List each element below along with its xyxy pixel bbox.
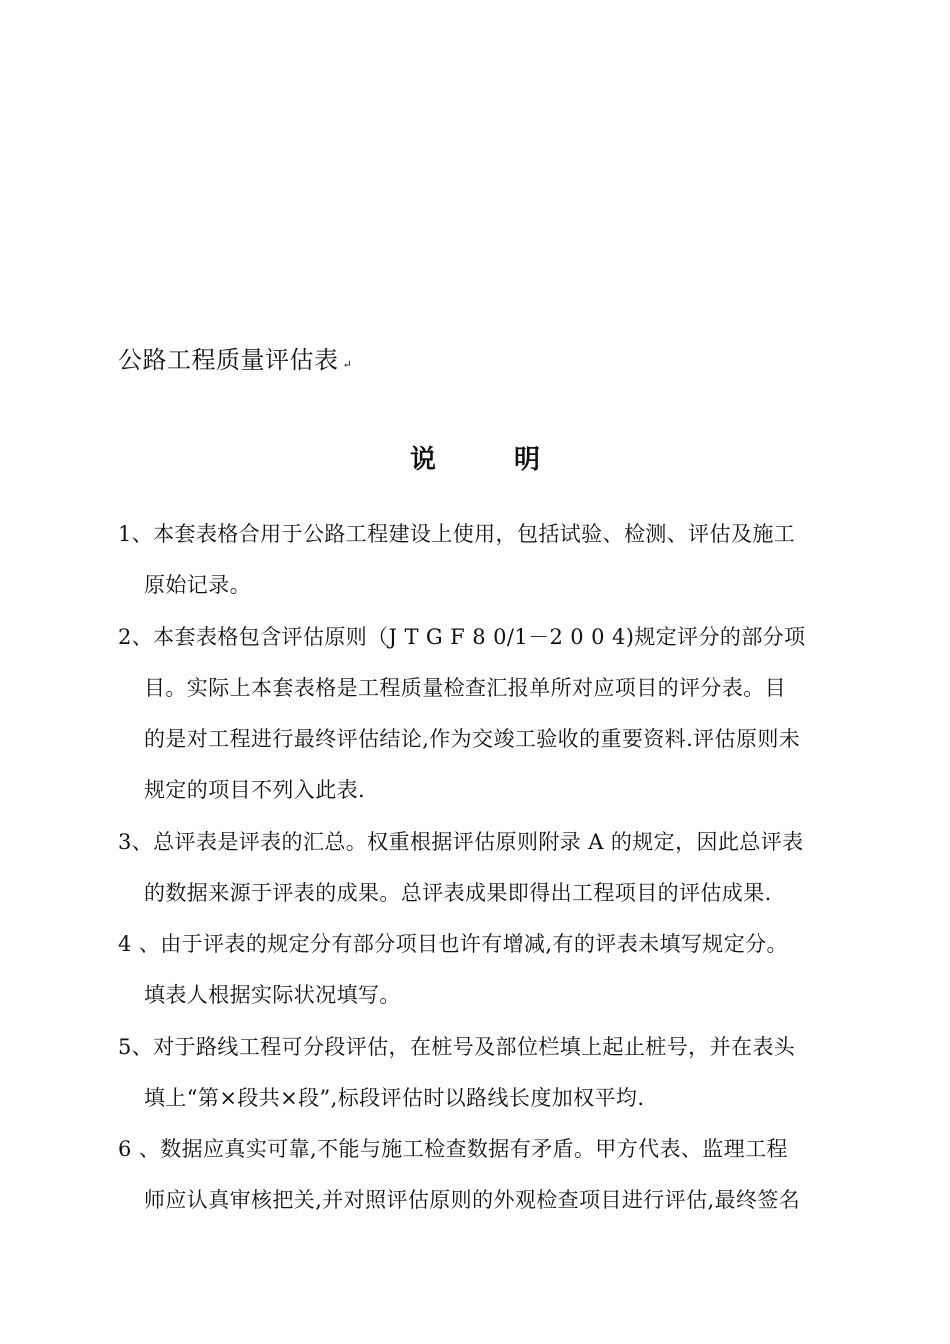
item-3-line-1: 3、总评表是评表的汇总。权重根据评估原则附录 A 的规定，因此总评表 — [118, 830, 804, 854]
document-title-text: 公路工程质量评估表 — [118, 346, 339, 374]
section-heading — [0, 440, 950, 480]
item-2-line-1: 2、本套表格包含评估原则（J T G F 8 0/1－2 0 0 4)规定评分的部分项 — [118, 625, 806, 649]
heading-char-left: 说 — [409, 445, 436, 475]
item-4-line-1: 4 、由于评表的规定分有部分项目也许有增减,有的评表未填写规定分。 — [118, 932, 788, 956]
item-6-line-1: 6 、数据应真实可靠,不能与施工检查数据有矛盾。甲方代表、监理工程 — [118, 1137, 788, 1161]
item-1-line-1: 1、本套表格合用于公路工程建设上使用，包括试验、检测、评估及施工 — [118, 522, 796, 546]
item-6-line-2: 师应认真审核把关,并对照评估原则的外观检查项目进行评估,最终签名 — [144, 1188, 801, 1212]
item-5-line-1: 5、对于路线工程可分段评估，在桩号及部位栏填上起止桩号，并在表头 — [118, 1035, 796, 1059]
item-2-line-2: 目。实际上本套表格是工程质量检查汇报单所对应项目的评分表。目 — [144, 676, 786, 700]
item-5-line-2: 填上“第×段共×段”,标段评估时以路线长度加权平均. — [144, 1086, 645, 1110]
document-title — [118, 340, 352, 385]
item-4-line-2: 填表人根据实际状况填写。 — [144, 983, 401, 1007]
paragraph-mark-icon: ↵ — [342, 358, 353, 371]
item-2-line-4: 规定的项目不列入此表. — [144, 778, 366, 802]
item-3-line-2: 的数据来源于评表的成果。总评表成果即得出工程项目的评估成果. — [144, 881, 772, 905]
heading-char-right: 明 — [514, 445, 541, 475]
item-2-line-3: 的是对工程进行最终评估结论,作为交竣工验收的重要资料.评估原则未 — [144, 727, 801, 751]
item-1-line-2: 原始记录。 — [144, 573, 251, 597]
